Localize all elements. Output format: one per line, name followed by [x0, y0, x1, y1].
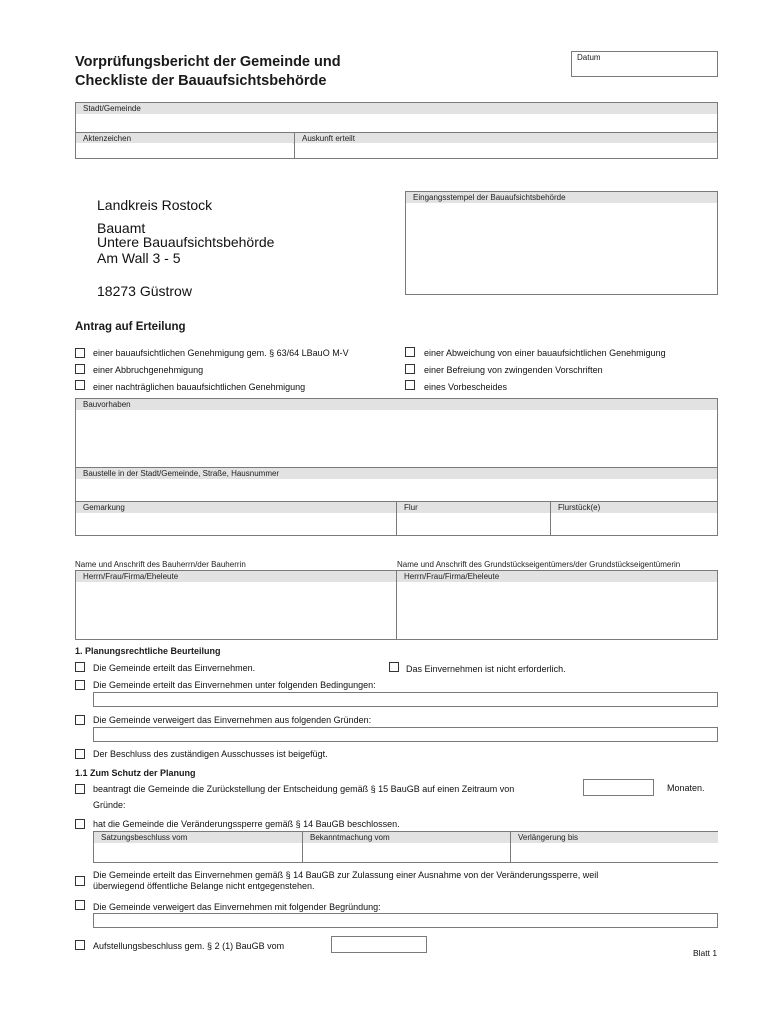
bekanntmachung-label: Bekanntmachung vom — [303, 832, 510, 843]
option-veraenderungssperre: hat die Gemeinde die Veränderungssperre gemäß § 14 BauGB beschlossen. — [93, 819, 400, 829]
bauherr-field[interactable] — [76, 582, 395, 639]
datum-field[interactable] — [571, 51, 718, 77]
verweigert-field[interactable] — [93, 727, 718, 742]
checkbox-veraenderungssperre[interactable] — [75, 819, 85, 829]
option-verweigert: Die Gemeinde verweigert das Einvernehmen aus folgenden Gründen: — [93, 715, 372, 725]
satzung-field[interactable] — [94, 843, 301, 862]
option-befreiung: einer Befreiung von zwingenden Vorschriften — [424, 365, 603, 375]
auskunft-field[interactable] — [295, 143, 717, 158]
checkbox-nicht-erforderlich[interactable] — [389, 662, 399, 672]
flurstueck-label: Flurstück(e) — [551, 502, 717, 513]
address-line3: Untere Bauaufsichtsbehörde — [97, 234, 275, 250]
checkbox-bedingungen[interactable] — [75, 680, 85, 690]
checkbox-nachtraeglich[interactable] — [75, 380, 85, 390]
satzung-label: Satzungsbeschluss vom — [94, 832, 302, 843]
checkbox-zurueckstellung[interactable] — [75, 784, 85, 794]
form-title-line2: Checkliste der Bauaufsichtsbehörde — [75, 73, 327, 89]
checkbox-genehmigung[interactable] — [75, 348, 85, 358]
option-bedingungen: Die Gemeinde erteilt das Einvernehmen unter folgenden Bedingungen: — [93, 680, 376, 690]
option-einvernehmen: Die Gemeinde erteilt das Einvernehmen. — [93, 663, 256, 673]
bekanntmachung-field[interactable] — [303, 843, 509, 862]
baustelle-field[interactable] — [76, 479, 717, 500]
monaten-label: Monaten. — [667, 783, 705, 793]
checkbox-einvernehmen[interactable] — [75, 662, 85, 672]
option-aufstellung: Aufstellungsbeschluss gem. § 2 (1) BauGB vom — [93, 941, 285, 951]
option-begruendung: Die Gemeinde verweigert das Einvernehmen mit folgender Begründung: — [93, 902, 381, 912]
gemarkung-field[interactable] — [76, 513, 395, 535]
stadt-gemeinde-label: Stadt/Gemeinde — [76, 103, 717, 114]
option-ausnahme-line1: Die Gemeinde erteilt das Einvernehmen gemäß § 14 BauGB zur Zulassung einer Ausnahme von der Veränderungssperre, weil — [93, 870, 599, 880]
option-genehmigung-label: einer bauaufsichtlichen Genehmigung gem. — [93, 348, 267, 358]
begruendung-field[interactable] — [93, 913, 718, 928]
address-line4: Am Wall 3 - 5 — [97, 250, 181, 266]
option-zurueckstellung: beantragt die Gemeinde die Zurückstellung der Entscheidung gemäß § 15 BauGB auf einen Zeitraum von — [93, 784, 515, 794]
option-genehmigung-suffix: § 63/64 LBauO M-V — [269, 348, 349, 358]
eigentuemer-title: Name und Anschrift des Grundstückseigentümers/der Grundstückseigentümerin — [397, 560, 681, 569]
option-abbruch: einer Abbruchgenehmigung — [93, 365, 204, 375]
verlaengerung-field[interactable] — [511, 843, 717, 862]
gruende-label: Gründe: — [93, 800, 126, 810]
eingangsstempel-box — [405, 191, 718, 295]
section1-heading: 1. Planungsrechtliche Beurteilung — [75, 646, 221, 656]
option-beschluss: Der Beschluss des zuständigen Ausschusses ist beigefügt. — [93, 749, 328, 759]
option-ausnahme — [93, 870, 598, 892]
flurstueck-field[interactable] — [551, 513, 717, 535]
checkbox-verweigert[interactable] — [75, 715, 85, 725]
checkbox-begruendung[interactable] — [75, 900, 85, 910]
bauvorhaben-field[interactable] — [76, 410, 717, 466]
bauherr-title: Name und Anschrift des Bauherrn/der Bauherrin — [75, 560, 246, 569]
checkbox-aufstellung[interactable] — [75, 940, 85, 950]
gemarkung-label: Gemarkung — [76, 502, 396, 513]
bedingungen-field[interactable] — [93, 692, 718, 707]
eingangsstempel-label: Eingangsstempel der Bauaufsichtsbehörde — [406, 192, 717, 203]
gruende-field[interactable] — [134, 798, 718, 812]
aktenzeichen-field[interactable] — [76, 143, 293, 158]
verlaengerung-label: Verlängerung bis — [511, 832, 718, 843]
checkbox-befreiung[interactable] — [405, 364, 415, 374]
blatt-label: Blatt 1 — [693, 948, 718, 958]
stadt-gemeinde-field[interactable] — [76, 114, 717, 131]
eigentuemer-label: Herrn/Frau/Firma/Eheleute — [397, 571, 717, 582]
option-abweichung: einer Abweichung von einer bauaufsichtlichen Genehmigung — [424, 348, 666, 358]
bauvorhaben-label: Bauvorhaben — [76, 399, 717, 410]
address-line1: Landkreis Rostock — [97, 197, 213, 213]
baustelle-label: Baustelle in der Stadt/Gemeinde, Straße, Hausnummer — [76, 468, 717, 479]
eigentuemer-field[interactable] — [397, 582, 717, 639]
address-line2: Bauamt — [97, 220, 146, 236]
zeitraum-field[interactable] — [583, 779, 654, 796]
option-vorbescheid: eines Vorbescheides — [424, 382, 508, 392]
option-nicht-erforderlich: Das Einvernehmen ist nicht erforderlich. — [406, 664, 566, 674]
option-genehmigung — [93, 348, 349, 358]
antrag-heading: Antrag auf Erteilung — [75, 321, 186, 333]
flur-label: Flur — [397, 502, 550, 513]
bauherr-label: Herrn/Frau/Firma/Eheleute — [76, 571, 396, 582]
datum-label: Datum — [577, 53, 601, 62]
flur-field[interactable] — [397, 513, 549, 535]
checkbox-abbruch[interactable] — [75, 364, 85, 374]
checkbox-vorbescheid[interactable] — [405, 380, 415, 390]
address-line5: 18273 Güstrow — [97, 283, 192, 299]
option-ausnahme-line2: überwiegend öffentliche Belange nicht entgegenstehen. — [93, 881, 315, 891]
auskunft-label: Auskunft erteilt — [295, 133, 717, 144]
form-title-line1: Vorprüfungsbericht der Gemeinde und — [75, 54, 341, 70]
aktenzeichen-label: Aktenzeichen — [76, 133, 294, 144]
checkbox-abweichung[interactable] — [405, 347, 415, 357]
form-title — [75, 53, 341, 91]
option-nachtraeglich: einer nachträglichen bauaufsichtlichen Genehmigung — [93, 382, 306, 392]
checkbox-ausnahme[interactable] — [75, 876, 85, 886]
checkbox-beschluss[interactable] — [75, 749, 85, 759]
section11-heading: 1.1 Zum Schutz der Planung — [75, 768, 196, 778]
aufstellung-datum-field[interactable] — [331, 936, 427, 953]
